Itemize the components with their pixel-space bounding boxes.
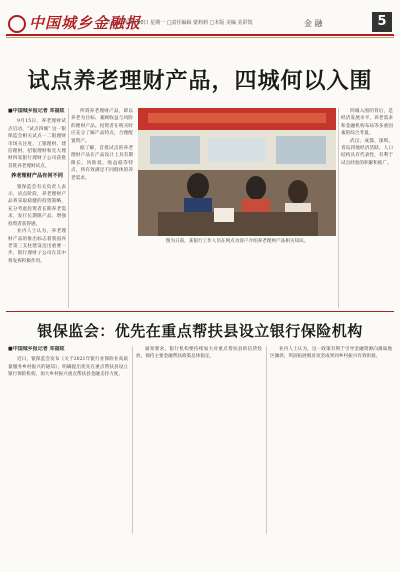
masthead xyxy=(6,10,394,48)
article-paragraph: 武汉、成都、深圳、青岛四地经济活跃，人口结构具有代表性，有利于试点经验的积累和推广。 xyxy=(341,138,393,166)
article-paragraph: 9月15日，养老理财试点启动。“试点四城” 这一银保监会相关试点一二银理财市场关注度，工银理财、建信理财、招银理财和光大理财四家银行理财子公司获批首批养老理财试点。 xyxy=(8,119,66,169)
column-divider xyxy=(266,346,267,534)
article-paragraph: 通知要求，银行机构要持续加大对重点帮扶县的信贷投放，保持主要金融帮扶政策总体稳定。 xyxy=(136,347,262,360)
section-separator xyxy=(6,311,394,312)
article-paragraph: 业内人士认为，这一政策有利于引导金融资源向薄弱地区倾斜，巩固拓展脱贫攻坚成果同乡村振兴有效衔接。 xyxy=(270,347,392,360)
column-divider xyxy=(68,108,69,308)
news-photo xyxy=(138,108,336,236)
section-label: 金 融 xyxy=(304,19,323,28)
article-byline: ■中国城乡报记者 邓福炫 xyxy=(8,108,65,114)
photo-illustration xyxy=(138,108,336,236)
article-paragraph: 业内人士认为，养老理财产品的推出标志着我国养老第三支柱建设迈出重要一步，银行理财子公司在其中将发挥积极作用。 xyxy=(8,229,66,264)
article-paragraph: 四城入围的背后，是经济发展水平、养老需求和金融机构布局等多重因素的综合考量。 xyxy=(341,109,393,137)
header-rule xyxy=(6,34,394,36)
logo-text: 中国城乡金融报 xyxy=(29,14,142,32)
article-paragraph: 据了解，首批试点的养老理财产品在产品设计上具有期限长、风险低、收益稳等特点，将有效满足不同群体的养老需求。 xyxy=(71,146,133,181)
article-column-3 xyxy=(341,108,393,308)
article-byline: ■中国城乡报记者 邓福炫 xyxy=(8,346,65,352)
article-subhead: 养老理财产品有何不同 xyxy=(11,173,63,180)
article-column-1 xyxy=(8,108,66,308)
lower-article-column-3 xyxy=(270,346,392,534)
dateline: 二〇二一年9月20日 星期一 □责任编辑 蒙莉莉 □本版 美编 美彩凯 xyxy=(104,20,253,26)
article-paragraph: 近日，银保监会发布《关于2021年银行业保险业高质量服务乡村振兴的通知》，明确提出优先在重点帮扶县设立银行保险机构，加大乡村振兴重点帮扶县金融支持力度。 xyxy=(8,357,128,378)
secondary-headline: 银保监会：优先在重点帮扶县设立银行保险机构 xyxy=(37,322,363,340)
main-headline: 试点养老理财产品，四城何以入围 xyxy=(27,68,373,94)
column-divider xyxy=(132,346,133,534)
article-paragraph: 银保监会有关负责人表示，试点阶段，养老理财产品将采取稳健的投资策略，充分考虑投资者长期养老需求，发行长期限产品，增强投资者获得感。 xyxy=(8,184,66,227)
article-paragraph: 所谓养老理财产品，即以养老为目标、兼顾收益与风险的理财产品。投资者在购买时应充分了解产品特点，合理配置资产。 xyxy=(71,109,133,144)
column-divider xyxy=(338,108,339,308)
photo-caption: 图为日前，某银行工作人员在网点为客户介绍养老理财产品相关知识。 xyxy=(165,239,309,244)
header-rule-thin xyxy=(6,37,394,38)
lower-article-column-1 xyxy=(8,346,128,534)
page-number: 5 xyxy=(372,12,392,32)
lower-article-column-2 xyxy=(136,346,262,534)
article-column-2 xyxy=(71,108,133,308)
logo-emblem-icon xyxy=(8,15,26,33)
